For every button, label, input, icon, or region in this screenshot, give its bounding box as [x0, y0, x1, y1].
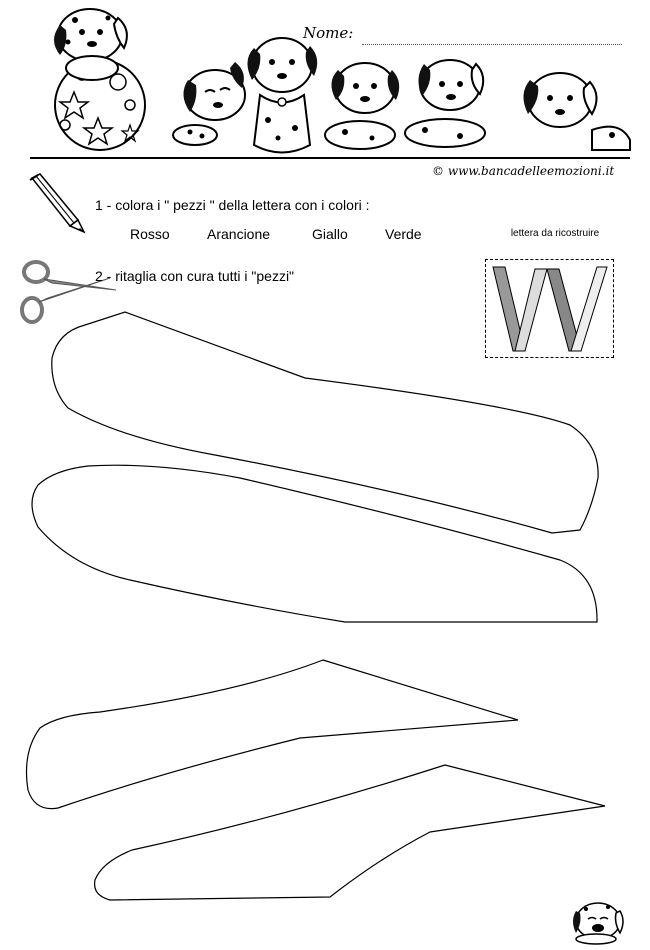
dalmatian-puppy-icon [568, 893, 630, 945]
instruction-step-1: 1 - colora i " pezzi " della lettera con i colori : [95, 197, 370, 213]
name-label: Nome: [303, 24, 354, 42]
color-verde: Verde [385, 226, 422, 242]
color-giallo: Giallo [312, 226, 348, 242]
piece-4 [95, 765, 605, 900]
color-rosso: Rosso [130, 226, 170, 242]
color-arancione: Arancione [207, 226, 271, 242]
copyright-text: © www.bancadelleemozioni.it [432, 164, 615, 178]
preview-label: lettera da ricostruire [510, 228, 600, 239]
instruction-step-2: 2 - ritaglia con cura tutti i "pezzi" [95, 268, 295, 284]
